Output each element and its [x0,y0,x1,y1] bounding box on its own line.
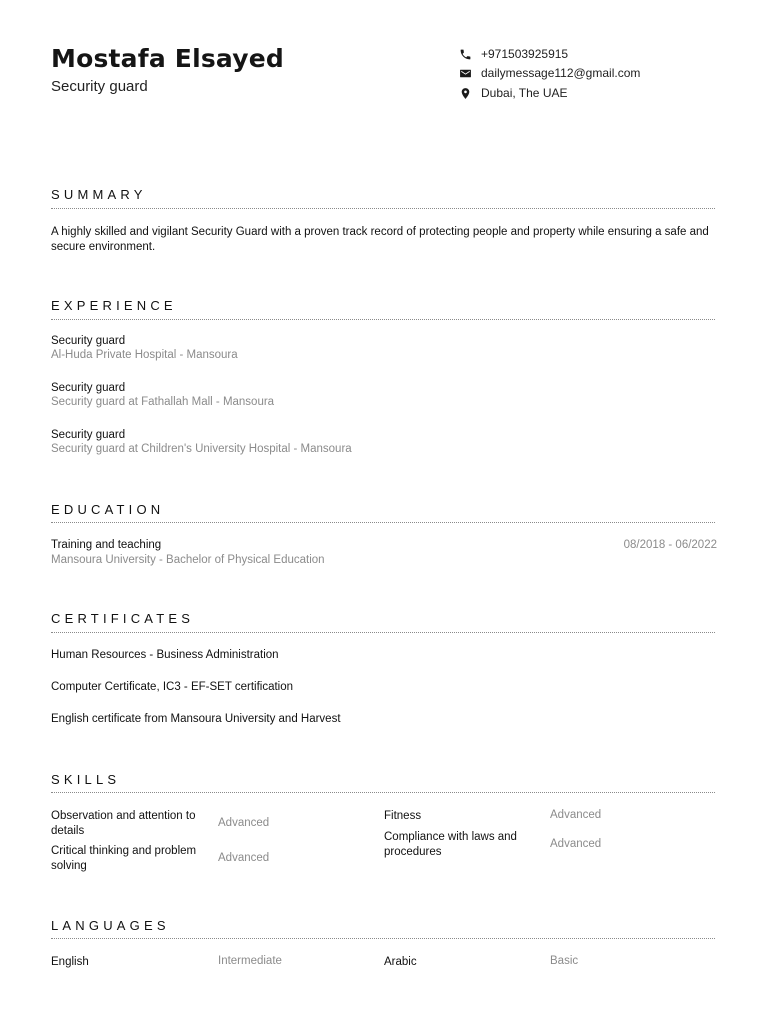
contact-location [459,86,568,100]
skill-name: Fitness [384,810,422,822]
location-icon [459,87,472,100]
education-divider [51,522,715,523]
skill-level: Advanced [218,852,270,864]
language-name: Arabic [384,956,417,968]
education-item-date: 08/2018 - 06/2022 [623,539,717,551]
certificate-item: Human Resources - Business Administration [51,649,279,661]
summary-divider [51,208,715,209]
language-name: English [51,956,89,968]
skill-name: Critical thinking and problem solving [51,845,197,872]
experience-item-title: Security guard [51,429,126,441]
languages-heading: LANGUAGES [51,918,170,933]
contact-email [459,66,640,80]
experience-item-subtitle: Security guard at Fathallah Mall - Mansoura [51,396,275,408]
email-text: dailymessage112@gmail.com [481,66,641,80]
certificates-divider [51,632,715,633]
experience-divider [51,319,715,320]
experience-item-subtitle: Al-Huda Private Hospital - Mansoura [51,349,238,361]
experience-item-title: Security guard [51,335,126,347]
candidate-name: Mostafa Elsayed [51,44,284,73]
experience-heading: EXPERIENCE [51,298,177,313]
education-item-title: Training and teaching [51,539,162,551]
language-level: Basic [550,955,579,967]
skill-name: Observation and attention to details [51,810,196,837]
skill-name: Compliance with laws and procedures [384,831,517,858]
certificates-heading: CERTIFICATES [51,611,195,626]
skills-heading: SKILLS [51,772,121,787]
education-heading: EDUCATION [51,502,165,517]
skill-level: Advanced [218,817,270,829]
experience-item-subtitle: Security guard at Children's University Hospital - Mansoura [51,443,352,455]
experience-item-title: Security guard [51,382,126,394]
phone-icon [459,48,472,61]
contact-phone [459,47,568,61]
summary-text: A highly skilled and vigilant Security Guard with a proven track record of protecting people and property while ensuring a safe and secure environment. [51,226,709,253]
language-level: Intermediate [218,955,282,967]
email-icon [459,67,472,80]
job-title: Security guard [51,78,148,95]
phone-text: +971503925915 [481,47,569,61]
skills-divider [51,792,715,793]
summary-heading: SUMMARY [51,187,147,202]
location-text: Dubai, The UAE [481,86,568,100]
certificate-item: Computer Certificate, IC3 - EF-SET certification [51,681,293,693]
certificate-item: English certificate from Mansoura University and Harvest [51,713,341,725]
languages-divider [51,938,715,939]
skill-level: Advanced [550,809,602,821]
education-item-subtitle: Mansoura University - Bachelor of Physical Education [51,554,325,566]
skill-level: Advanced [550,838,602,850]
